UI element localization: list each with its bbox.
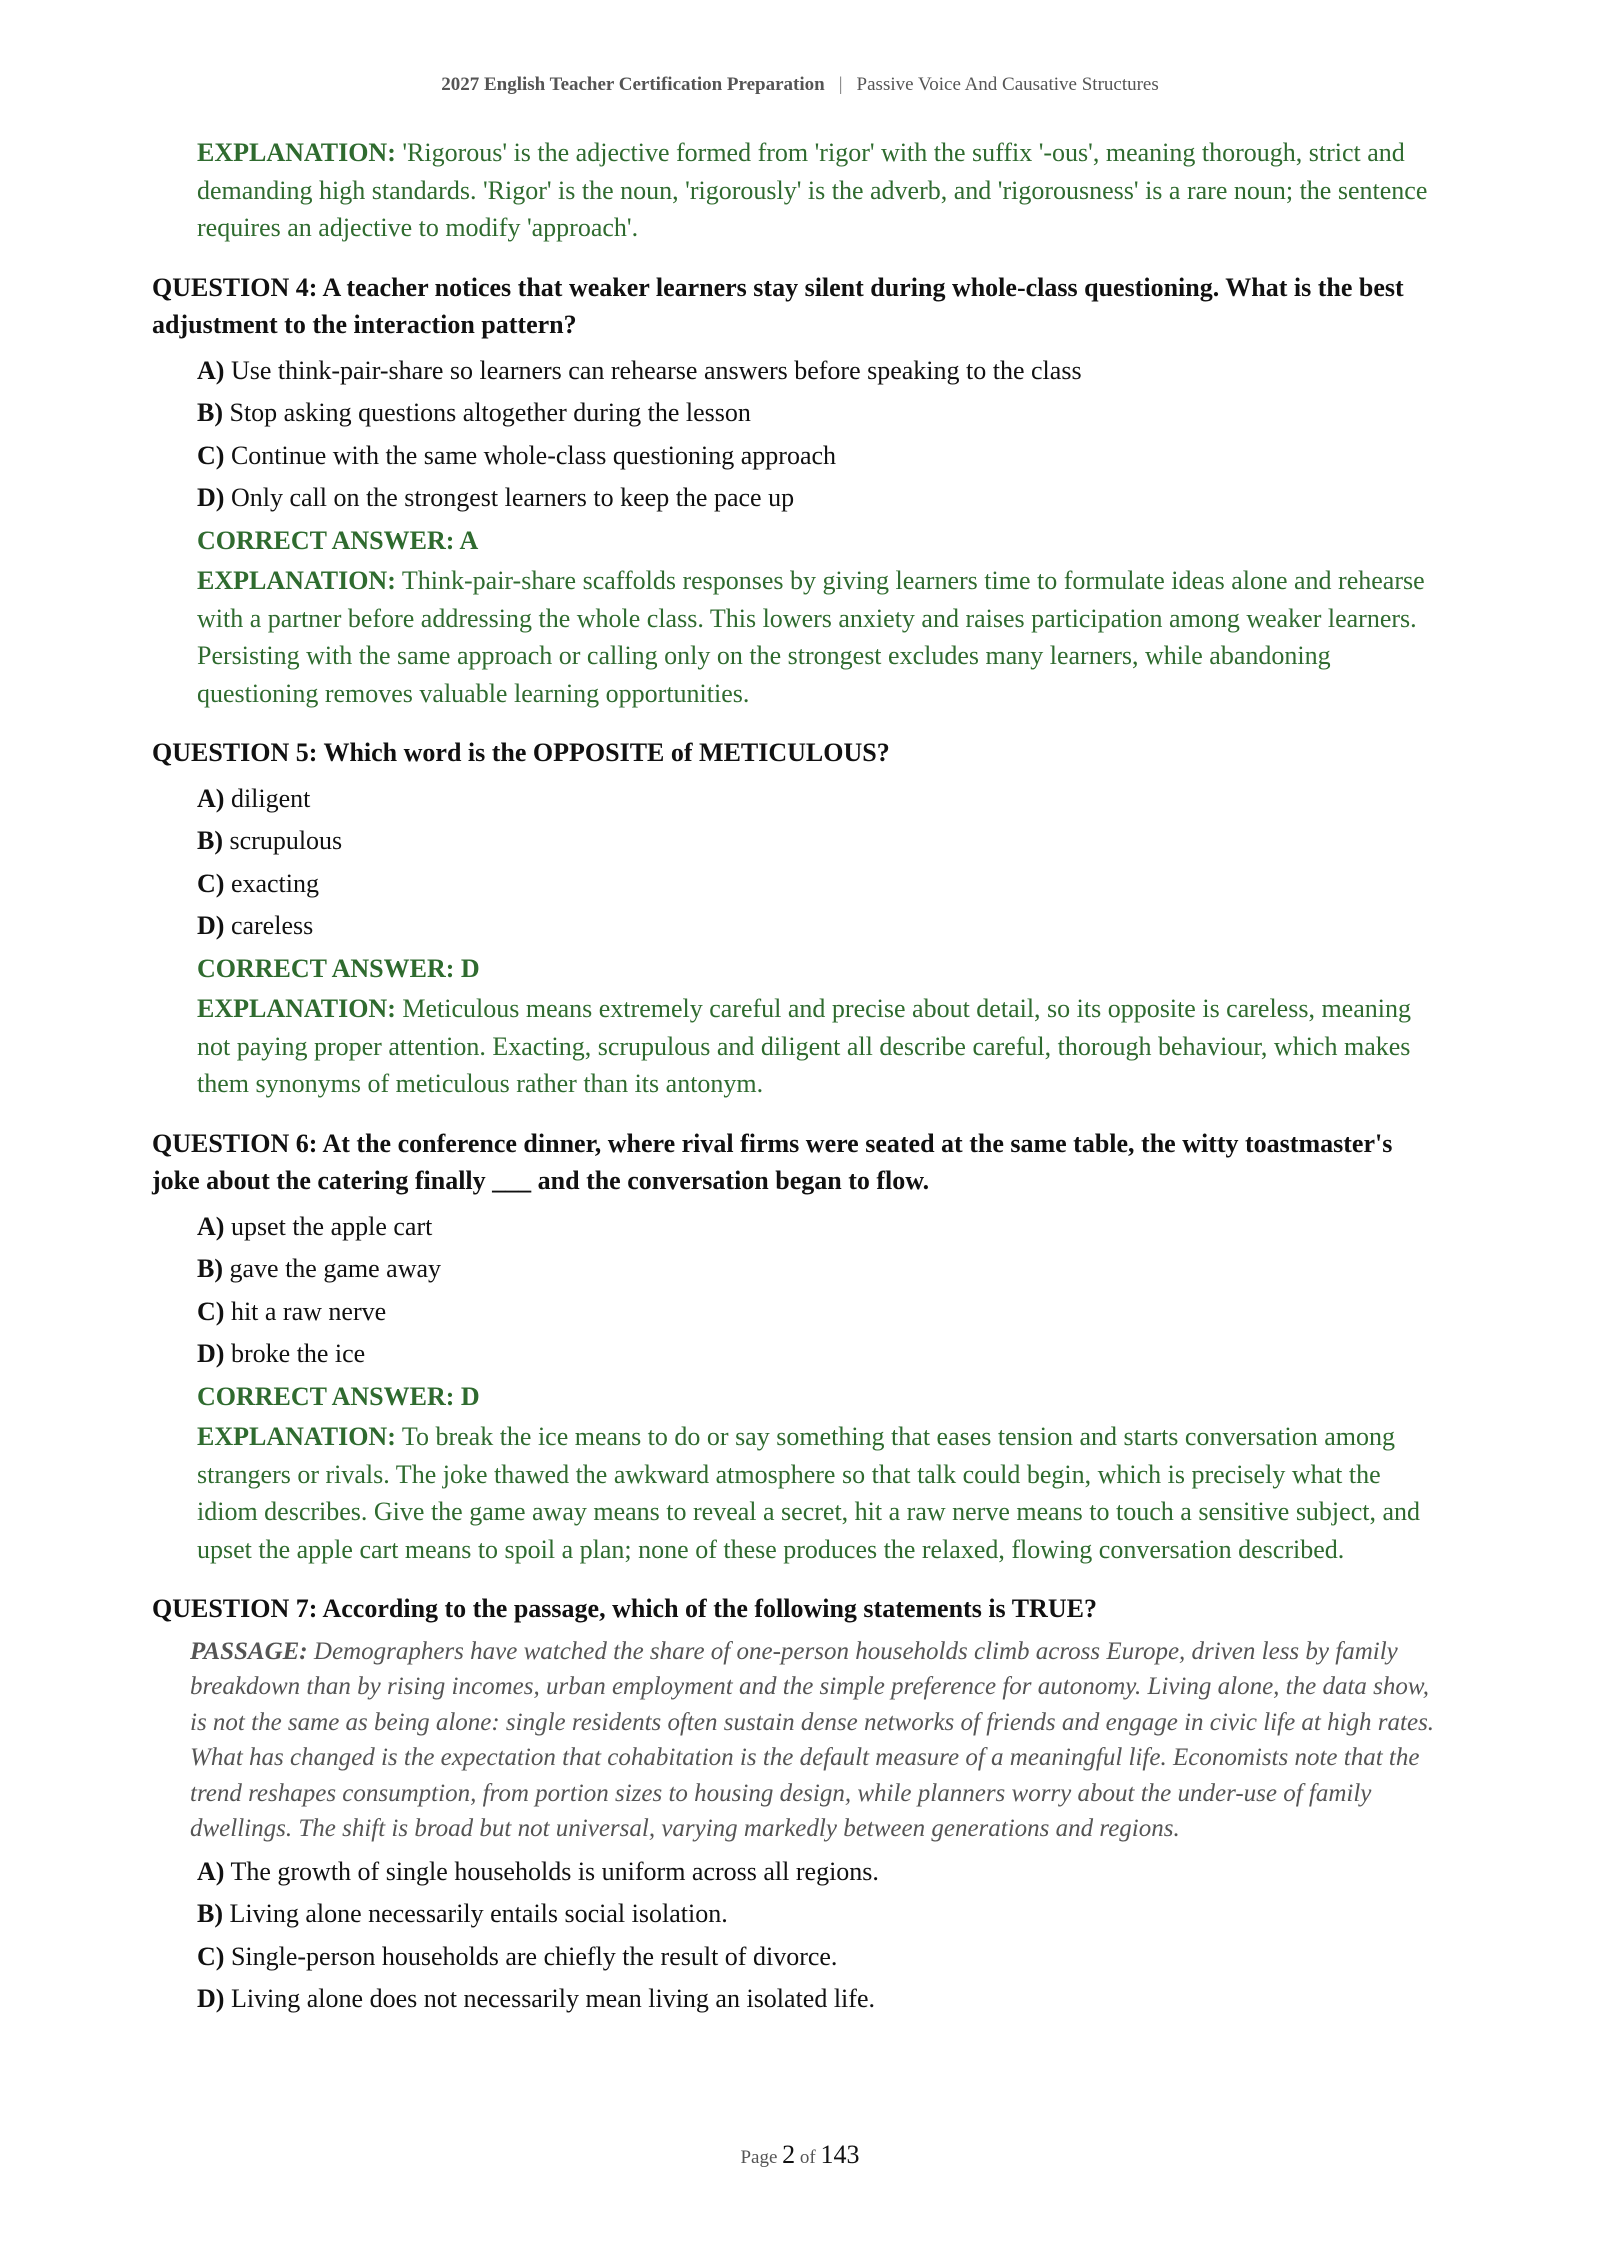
option-c bbox=[197, 1936, 1442, 1979]
explanation-label: EXPLANATION: bbox=[197, 566, 396, 595]
option-b bbox=[197, 1893, 1442, 1936]
explanation-text: 'Rigorous' is the adjective formed from 'rigor' with the suffix '-ous', meaning thorough, strict and demanding high standards. 'Rigor' is the noun, 'rigorously' is the adverb, and 'rigorousness' is a rare noun; the sentence requires an adjective to modify 'approach'. bbox=[197, 138, 1428, 242]
option-text: hit a raw nerve bbox=[230, 1296, 387, 1326]
option-c bbox=[197, 435, 1442, 478]
option-letter: B) bbox=[197, 826, 223, 855]
passage-text: Demographers have watched the share of one-person households climb across Europe, driven less by family breakdown than by rising incomes, urban employment and the simple preference for autonomy. Living alone, the data show, is not the same as being alone: single residents often sustain dense networks of friends and engage in civic life at high rates. What has changed is the expectation that cohabitation is the default measure of a meaningful life. Economists note that the trend reshapes consumption, from portion sizes to housing design, while planners worry about the under-use of family dwellings. The shift is broad but not universal, varying markedly between generations and regions. bbox=[190, 1637, 1435, 1842]
option-c bbox=[197, 863, 1442, 906]
correct-answer: CORRECT ANSWER: D bbox=[197, 1381, 480, 1411]
question-title: QUESTION 7: According to the passage, which of the following statements is TRUE? bbox=[152, 1594, 1097, 1623]
page-content bbox=[152, 134, 1442, 2021]
explanation bbox=[197, 562, 1442, 712]
option-d bbox=[197, 1333, 1442, 1376]
option-text: Living alone necessarily entails social isolation. bbox=[229, 1899, 728, 1928]
option-text: broke the ice bbox=[230, 1339, 366, 1368]
question-block-4 bbox=[152, 269, 1442, 713]
section-title: Passive Voice And Causative Structures bbox=[856, 74, 1159, 95]
of-word: of bbox=[799, 2147, 816, 2168]
option-a bbox=[197, 1206, 1442, 1249]
page-number: 2 bbox=[782, 2140, 796, 2169]
option-text: Continue with the same whole-class questioning approach bbox=[230, 440, 837, 470]
question-title: QUESTION 5: Which word is the OPPOSITE of METICULOUS? bbox=[152, 738, 890, 767]
option-a bbox=[197, 1851, 1442, 1894]
question-block-6 bbox=[152, 1125, 1442, 1569]
option-letter: C) bbox=[197, 868, 225, 898]
option-text: The growth of single households is uniform across all regions. bbox=[230, 1856, 879, 1886]
page-word: Page bbox=[740, 2147, 778, 2168]
option-text: upset the apple cart bbox=[230, 1211, 433, 1241]
explanation-label: EXPLANATION: bbox=[197, 1422, 396, 1451]
question-block-5 bbox=[152, 734, 1442, 1103]
explanation-text: Think-pair-share scaffolds responses by giving learners time to formulate ideas alone and rehearse with a partner before addressing the whole class. This lowers anxiety and raises participation among weaker learners. Persisting with the same approach or calling only on the strongest excludes many learners, while abandoning questioning removes valuable learning opportunities. bbox=[197, 566, 1425, 708]
option-text: exacting bbox=[230, 868, 320, 898]
explanation-q3 bbox=[197, 134, 1442, 247]
explanation-label: EXPLANATION: bbox=[197, 994, 396, 1023]
option-letter: B) bbox=[197, 1899, 223, 1928]
option-b bbox=[197, 1248, 1442, 1291]
explanation-text: To break the ice means to do or say something that eases tension and starts conversation among strangers or rivals. The joke thawed the awkward atmosphere so that talk could begin, which is precisely what the idiom describes. Give the game away means to reveal a secret, hit a raw nerve means to touch a sensitive subject, and upset the apple cart means to spoil a plan; none of these produces the relaxed, flowing conversation described. bbox=[197, 1422, 1421, 1564]
explanation-text: Meticulous means extremely careful and precise about detail, so its opposite is careless, meaning not paying proper attention. Exacting, scrupulous and diligent all describe careful, thorough behaviour, which makes them synonyms of meticulous rather than its antonym. bbox=[197, 994, 1411, 1098]
option-d bbox=[197, 477, 1442, 520]
passage-label: PASSAGE: bbox=[190, 1637, 308, 1665]
option-letter: D) bbox=[197, 1339, 225, 1368]
option-letter: A) bbox=[197, 783, 225, 813]
option-a bbox=[197, 350, 1442, 393]
option-text: gave the game away bbox=[229, 1254, 442, 1283]
option-d bbox=[197, 1978, 1442, 2021]
option-text: careless bbox=[230, 911, 314, 940]
correct-answer: CORRECT ANSWER: A bbox=[197, 525, 479, 555]
page-footer bbox=[0, 2140, 1600, 2170]
option-text: Single-person households are chiefly the result of divorce. bbox=[230, 1941, 838, 1971]
option-d bbox=[197, 905, 1442, 948]
option-text: scrupulous bbox=[229, 826, 343, 855]
option-letter: D) bbox=[197, 1984, 225, 2013]
option-letter: C) bbox=[197, 1941, 225, 1971]
option-letter: C) bbox=[197, 1296, 225, 1326]
explanation bbox=[197, 1418, 1442, 1568]
option-letter: D) bbox=[197, 911, 225, 940]
option-text: Only call on the strongest learners to keep the pace up bbox=[230, 483, 795, 512]
running-header bbox=[0, 74, 1600, 96]
correct-answer: CORRECT ANSWER: D bbox=[197, 953, 480, 983]
document-title: 2027 English Teacher Certification Preparation bbox=[441, 74, 825, 95]
option-letter: A) bbox=[197, 355, 225, 385]
reading-passage bbox=[190, 1634, 1442, 1847]
explanation-label: EXPLANATION: bbox=[197, 138, 396, 167]
option-letter: A) bbox=[197, 1211, 225, 1241]
option-text: diligent bbox=[230, 783, 311, 813]
option-letter: C) bbox=[197, 440, 225, 470]
question-title: QUESTION 6: At the conference dinner, where rival firms were seated at the same table, the witty toastmaster's joke about the catering finally ___ and the conversation began to flow. bbox=[152, 1128, 1393, 1195]
option-letter: B) bbox=[197, 1254, 223, 1283]
option-letter: B) bbox=[197, 398, 223, 427]
question-block-7 bbox=[152, 1590, 1442, 2021]
question-title: QUESTION 4: A teacher notices that weaker learners stay silent during whole-class questioning. What is the best adjustment to the interaction pattern? bbox=[152, 272, 1404, 339]
explanation bbox=[197, 990, 1442, 1103]
option-a bbox=[197, 778, 1442, 821]
option-letter: D) bbox=[197, 483, 225, 512]
option-text: Use think-pair-share so learners can rehearse answers before speaking to the class bbox=[230, 355, 1082, 385]
option-text: Stop asking questions altogether during the lesson bbox=[229, 398, 751, 427]
option-c bbox=[197, 1291, 1442, 1334]
page-total: 143 bbox=[820, 2140, 860, 2169]
header-separator: | bbox=[838, 74, 843, 95]
option-text: Living alone does not necessarily mean living an isolated life. bbox=[230, 1984, 875, 2013]
option-letter: A) bbox=[197, 1856, 225, 1886]
option-b bbox=[197, 820, 1442, 863]
option-b bbox=[197, 392, 1442, 435]
